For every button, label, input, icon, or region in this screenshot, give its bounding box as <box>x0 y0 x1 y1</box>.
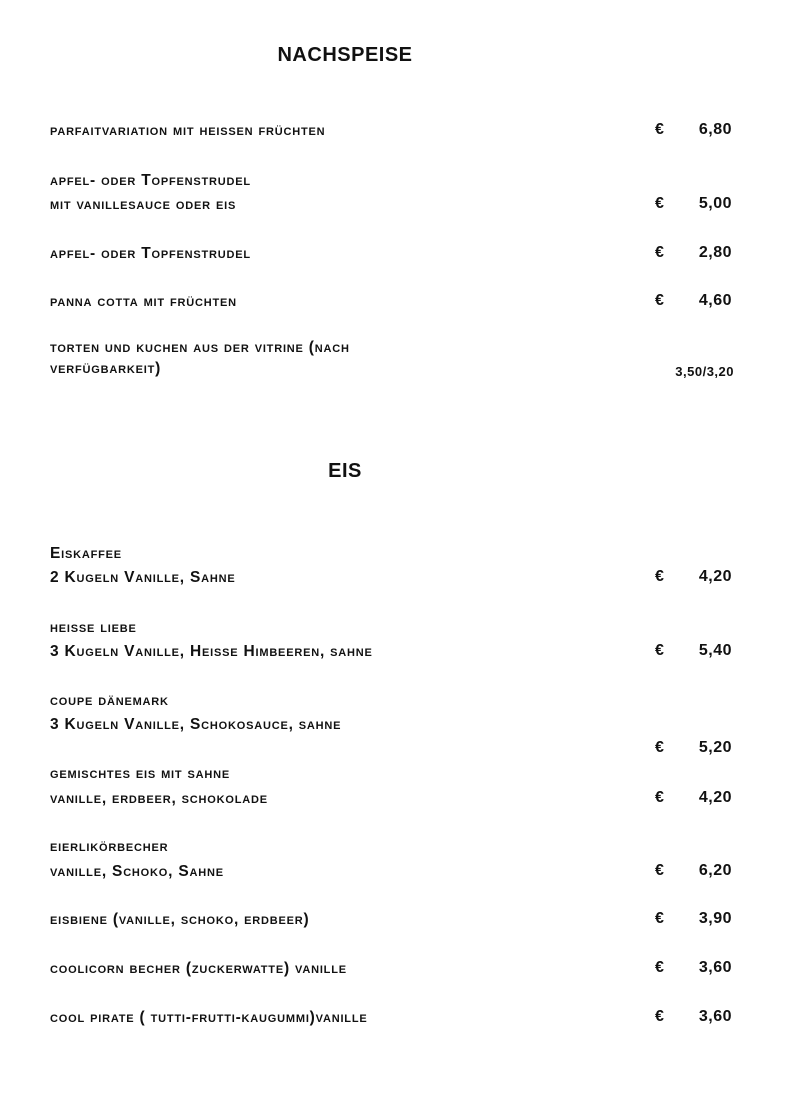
section-title-nachspeise: NACHSPEISE <box>277 44 413 66</box>
item-price: 5,40 <box>698 642 732 659</box>
item-price: 3,90 <box>698 910 732 927</box>
item-description: 2 Kugeln Vanille, Sahne <box>50 569 236 586</box>
item-price: 3,50/3,20 <box>675 364 734 379</box>
item-name: heisse liebe <box>50 619 137 636</box>
currency-symbol: € <box>655 568 664 585</box>
currency-symbol: € <box>655 862 664 879</box>
item-price: 6,80 <box>698 121 732 138</box>
currency-symbol: € <box>655 244 664 261</box>
item-name: eierlikörbecher <box>50 838 169 855</box>
currency-symbol: € <box>655 642 664 659</box>
item-name: panna cotta mit früchten <box>50 293 237 310</box>
item-name: parfaitvariation mit heissen früchten <box>50 122 326 139</box>
item-name: apfel- oder Topfenstrudel <box>50 245 251 262</box>
currency-symbol: € <box>655 739 664 756</box>
item-price: 4,20 <box>698 568 732 585</box>
item-price: 5,20 <box>698 739 732 756</box>
item-price: 3,60 <box>698 1008 732 1025</box>
item-price: 5,00 <box>698 195 732 212</box>
item-name: cool pirate ( tutti-frutti-kaugummi)vanille <box>50 1009 368 1026</box>
item-description: verfügbarkeit) <box>50 360 162 377</box>
item-price: 4,60 <box>698 292 732 309</box>
item-price: 4,20 <box>698 789 732 806</box>
currency-symbol: € <box>655 121 664 138</box>
item-price: 2,80 <box>698 244 732 261</box>
item-description: 3 Kugeln Vanille, Schokosauce, sahne <box>50 716 342 733</box>
item-price: 6,20 <box>698 862 732 879</box>
item-price: 3,60 <box>698 959 732 976</box>
item-name: Eiskaffee <box>50 545 122 562</box>
currency-symbol: € <box>655 195 664 212</box>
item-name: eisbiene (vanille, schoko, erdbeer) <box>50 911 310 928</box>
item-name: coolicorn becher (zuckerwatte) vanille <box>50 960 347 977</box>
currency-symbol: € <box>655 959 664 976</box>
currency-symbol: € <box>655 789 664 806</box>
currency-symbol: € <box>655 292 664 309</box>
currency-symbol: € <box>655 910 664 927</box>
item-name: gemischtes eis mit sahne <box>50 765 231 782</box>
section-title-eis: EIS <box>328 460 362 482</box>
currency-symbol: € <box>655 1008 664 1025</box>
item-description: vanille, Schoko, Sahne <box>50 863 224 880</box>
item-name: apfel- oder Topfenstrudel <box>50 172 251 189</box>
item-description: vanille, erdbeer, schokolade <box>50 790 268 807</box>
item-name: torten und kuchen aus der vitrine (nach <box>50 339 350 356</box>
item-name: coupe dänemark <box>50 692 169 709</box>
item-description: mit vanillesauce oder eis <box>50 196 237 213</box>
item-description: 3 Kugeln Vanille, Heisse Himbeeren, sahne <box>50 643 373 660</box>
